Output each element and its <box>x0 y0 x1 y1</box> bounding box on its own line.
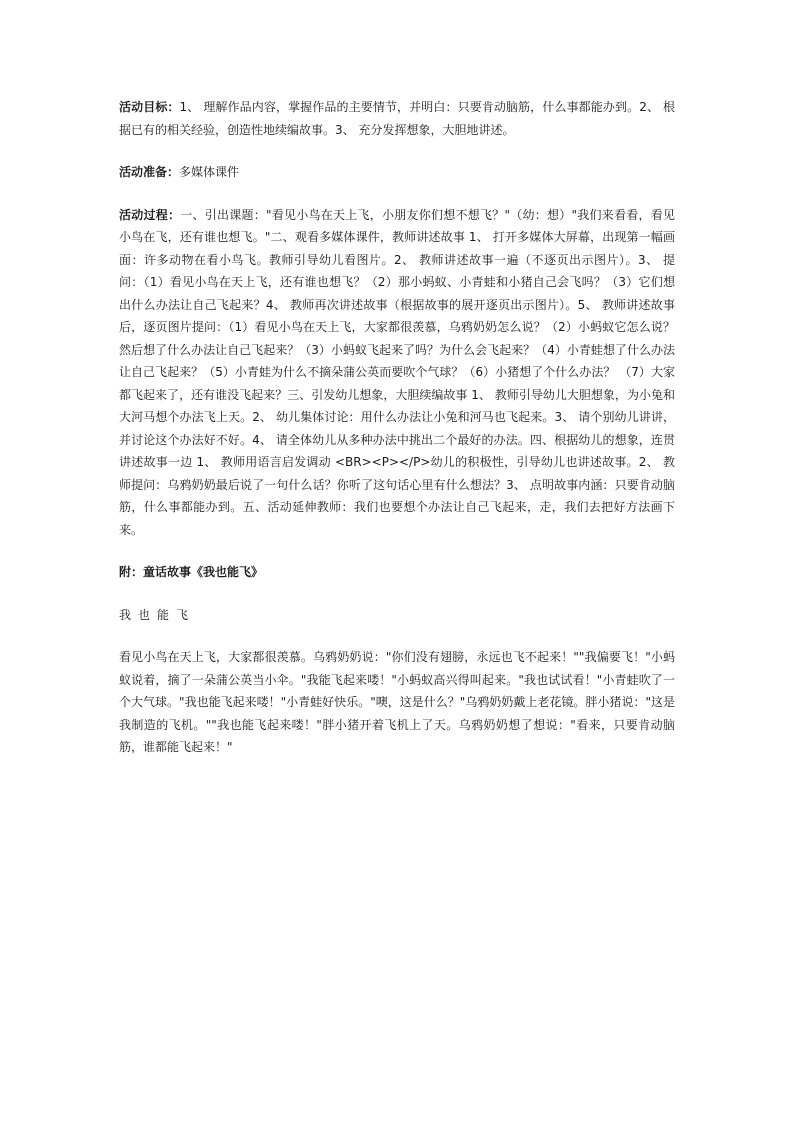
activity-process-paragraph <box>119 204 675 542</box>
story-subtitle: 我也能飞 <box>119 607 196 622</box>
activity-goal-paragraph <box>119 96 675 141</box>
appendix-title: 附：童话故事《我也能飞》 <box>119 565 264 579</box>
activity-process-text: 一、引出课题："看见小鸟在天上飞，小朋友你们想不想飞？"（幼：想）"我们来看看，看见小鸟在飞，还有谁也想飞。"二、观看多媒体课件，教师讲述故事 1、 打开多媒体大屏幕，出现第一幅画面：许多动物在看小鸟飞。教师引导幼儿看图片。2、 教师讲述故事一遍（不逐页出示图片）。3、 提问：（1）看见小鸟在天上飞，还有谁也想飞？（2）那小蚂蚁、小青蛙和小猪自己会飞吗？（3）它们想出什么办法让自己飞起来？4、 教师再次讲述故事（根据故事的展开逐页出示图片）。5、 教师讲述故事后，逐页图片提问：（1）看见小鸟在天上飞，大家都很羡慕，乌鸦奶奶怎么说？（2）小蚂蚁它怎么说？然后想了什么办法让自己飞起来？（3）小蚂蚁飞起来了吗？为什么会飞起来？（4）小青蛙想了什么办法让自己飞起来？（5）小青蛙为什么不摘朵蒲公英而要吹个气球？（6）小猪想了个什么办法？ （7）大家都飞起来了，还有谁没飞起来？三、引发幼儿想象，大胆续编故事 1、 教师引导幼儿大胆想象，为小兔和大河马想个办法飞上天。2、 幼儿集体讨论：用什么办法让小兔和河马也飞起来。3、 请个别幼儿讲讲，并讨论这个办法好不好。4、 请全体幼儿从多种办法中挑出二个最好的办法。四、根据幼儿的想象，连贯讲述故事一边 1、 教师用语言启发调动 <BR><P></P>幼儿的积极性，引导幼儿也讲述故事。2、 教师提问：乌鸦奶奶最后说了一句什么话？你听了这句话心里有什么想法？3、 点明故事内涵：只要肯动脑筋，什么事都能办到。五、活动延伸教师：我们也要想个办法让自己飞起来，走，我们去把好方法画下来。 <box>119 207 675 537</box>
activity-prep-paragraph <box>119 161 675 184</box>
activity-prep-label: 活动准备： <box>119 165 180 179</box>
story-text: 看见小鸟在天上飞，大家都很羡慕。乌鸦奶奶说："你们没有翅膀，永远也飞不起来！""我偏要飞！"小蚂蚁说着，摘了一朵蒲公英当小伞。"我能飞起来喽！"小蚂蚁高兴得叫起来。"我也试试看！"小青蛙吹了一个大气球。"我也能飞起来喽！"小青蛙好快乐。"噢，这是什么？"乌鸦奶奶戴上老花镜。胖小猪说："这是我制造的飞机。""我也能飞起来喽！"胖小猪开着飞机上了天。乌鸦奶奶想了想说："看来，只要肯动脑筋，谁都能飞起来！" <box>119 650 675 754</box>
story-subtitle-paragraph <box>119 604 675 627</box>
activity-prep-text: 多媒体课件 <box>179 165 240 179</box>
document-page <box>119 96 675 779</box>
activity-goal-text: 1、 理解作品内容，掌握作品的主要情节，并明白：只要肯动脑筋，什么事都能办到。2、 根据已有的相关经验，创造性地续编故事。3、 充分发挥想象，大胆地讲述。 <box>119 100 675 137</box>
appendix-title-paragraph <box>119 561 675 584</box>
story-paragraph <box>119 646 675 759</box>
activity-process-label: 活动过程： <box>119 207 181 222</box>
activity-goal-label: 活动目标： <box>119 100 180 114</box>
